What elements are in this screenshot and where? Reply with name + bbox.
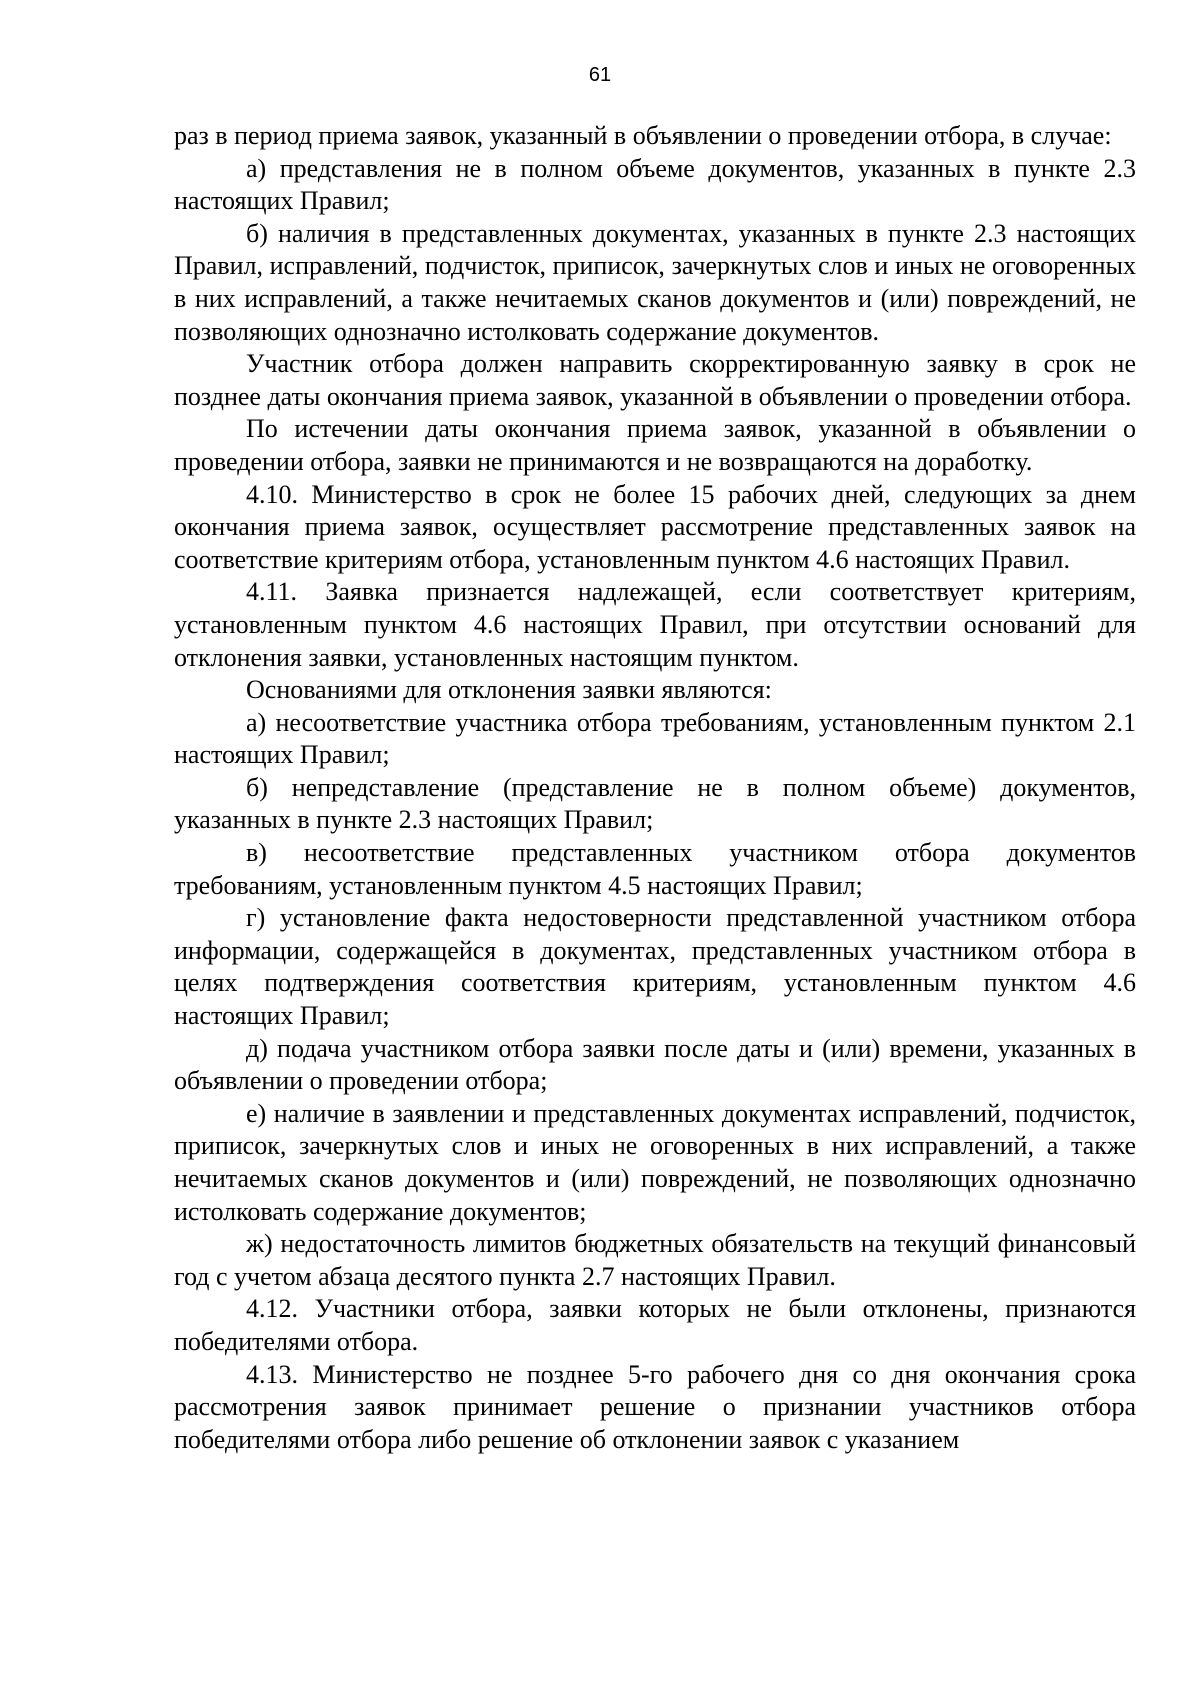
paragraph-corrected-application: Участник отбора должен направить скорректированную заявку в срок не позднее даты окончания приема заявок, указанной в объявлении о проведении отбора. (174, 349, 1136, 411)
paragraph-item-a: а) представления не в полном объеме документов, указанных в пункте 2.3 настоящих Правил; (174, 153, 1136, 216)
paragraph-ground-e: е) наличие в заявлении и представленных документах исправлений, подчисток, приписок, зачеркнутых слов и иных не оговоренных в них исправлений, а также нечитаемых сканов документов и (или) повреждений, не позволяющих однозначно истолковать содержание документов; (174, 1098, 1136, 1226)
paragraph-4-12: 4.12. Участники отбора, заявки которых не были отклонены, признаются победителями отбора. (174, 1294, 1136, 1356)
paragraph-continuation: раз в период приема заявок, указанный в объявлении о проведении отбора, в случае: (174, 121, 1112, 150)
paragraph-ground-g: г) установление факта недостоверности представленной участником отбора информации, содержащейся в документах, представленных участником отбора в целях подтверждения соответствия критериям, установленным пунктом 4.6 настоящих Правил; (174, 903, 1136, 1031)
paragraph-ground-a: а) несоответствие участника отбора требованиям, установленным пунктом 2.1 настоящих Правил; (174, 707, 1136, 770)
paragraph-item-b: б) наличия в представленных документах, указанных в пункте 2.3 настоящих Правил, исправлений, подчисток, приписок, зачеркнутых слов и иных не оговоренных в них исправлений, а также нечитаемых сканов документов и (или) повреждений, не позволяющих однозначно истолковать содержание документов. (174, 218, 1136, 346)
paragraph-4-13: 4.13. Министерство не позднее 5-го рабочего дня со дня окончания срока рассмотрения заявок принимает решение о признании участников отбора победителями отбора либо решение об отклонении заявок с указанием (174, 1359, 1136, 1454)
page-number: 61 (588, 64, 612, 86)
document-body (174, 120, 1136, 1456)
paragraph-4-11: 4.11. Заявка признается надлежащей, если соответствует критериям, установленным пунктом 4.6 настоящих Правил, при отсутствии оснований для отклонения заявки, установленных настоящим пунктом. (174, 577, 1136, 672)
paragraph-ground-v: в) несоответствие представленных участником отбора документов требованиям, установленным пунктом 4.5 настоящих Правил; (174, 838, 1136, 900)
paragraph-rejection-grounds: Основаниями для отклонения заявки являются: (246, 675, 772, 705)
paragraph-4-10: 4.10. Министерство в срок не более 15 рабочих дней, следующих за днем окончания приема заявок, осуществляет рассмотрение представленных заявок на соответствие критериям отбора, установленным пунктом 4.6 настоящих Правил. (174, 479, 1136, 574)
paragraph-deadline-expiry: По истечении даты окончания приема заявок, указанной в объявлении о проведении отбора, заявки не принимаются и не возвращаются на доработку. (174, 414, 1136, 476)
paragraph-ground-zh: ж) недостаточность лимитов бюджетных обязательств на текущий финансовый год с учетом абзаца десятого пункта 2.7 настоящих Правил. (174, 1229, 1136, 1291)
paragraph-ground-b: б) непредставление (представление не в полном объеме) документов, указанных в пункте 2.3 настоящих Правил; (174, 772, 1136, 835)
paragraph-ground-d: д) подача участником отбора заявки после даты и (или) времени, указанных в объявлении о проведении отбора; (174, 1033, 1136, 1096)
